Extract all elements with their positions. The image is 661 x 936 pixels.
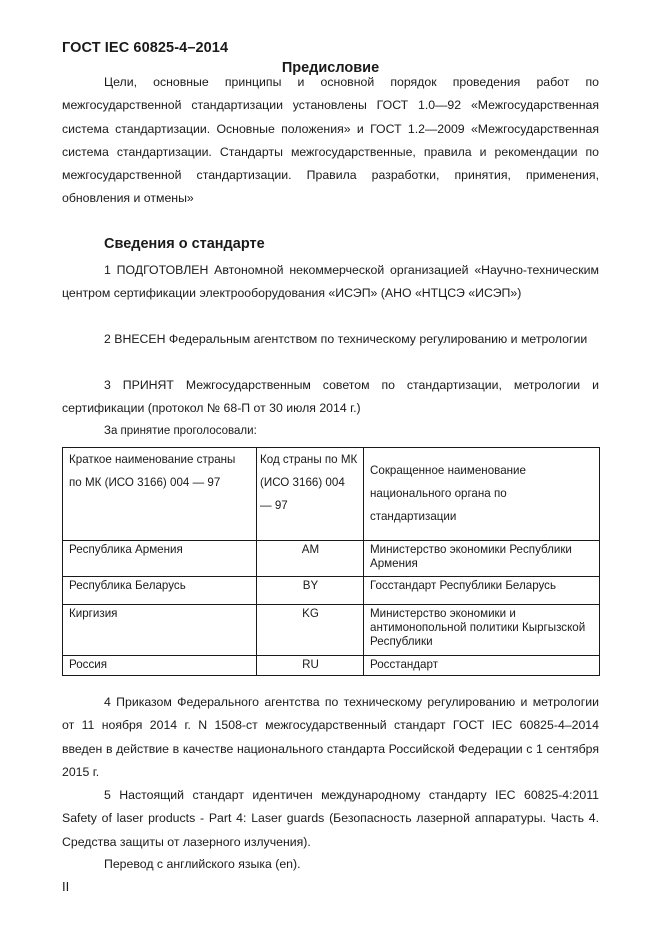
standards-body-cell: Госстандарт Республики Беларусь <box>364 577 600 605</box>
table-row <box>63 577 600 605</box>
info-item-4: 4 Приказом Федерального агентства по техническому регулированию и метрологии от 11 ноября 2014 г. N 1508-ст межгосударственный стандарт ГОСТ IEC 60825-4–2014 введен в действие в качестве национального стандарта Российской Федерации с 1 сентября 2015 г. <box>62 695 599 779</box>
table-row <box>63 605 600 656</box>
info-item-3: 3 ПРИНЯТ Межгосударственным советом по стандартизации, метрологии и сертификации (протокол № 68-П от 30 июля 2014 г.) <box>62 378 599 416</box>
voted-label: За принятие проголосовали: <box>104 425 257 437</box>
country-name-cell: Республика Беларусь <box>63 577 257 605</box>
header-country-name: Краткое наименование страны по МК (ИСО 3166) 004 — 97 <box>63 448 257 541</box>
translation-note: Перевод с английского языка (en). <box>104 857 301 871</box>
table-row <box>63 541 600 577</box>
info-item-1: 1 ПОДГОТОВЛЕН Автономной некоммерческой организацией «Научно-техническим центром сертификации электрооборудования «ИСЭП» (АНО «НТЦСЭ «ИСЭП») <box>62 263 599 301</box>
foreword-title: Предисловие <box>281 60 380 76</box>
country-code-cell: KG <box>257 605 364 656</box>
country-name-cell: Республика Армения <box>63 541 257 577</box>
header-country-code: Код страны по МК (ИСО 3166) 004 — 97 <box>257 448 364 541</box>
table-row <box>63 656 600 676</box>
header-standards-body: Сокращенное наименование национального органа по стандартизации <box>364 448 600 541</box>
standards-body-cell: Министерство экономики и антимонопольной политики Кыргызской Республики <box>364 605 600 656</box>
info-item-2: 2 ВНЕСЕН Федеральным агентством по техническому регулированию и метрологии <box>104 332 588 346</box>
standard-info-title: Сведения о стандарте <box>104 236 265 252</box>
member-states-table <box>62 447 600 676</box>
standards-body-cell: Росстандарт <box>364 656 600 676</box>
standards-body-cell: Министерство экономики Республики Армения <box>364 541 600 577</box>
document-code: ГОСТ IEC 60825-4–2014 <box>62 40 229 56</box>
page-number: II <box>62 879 70 894</box>
country-code-cell: RU <box>257 656 364 676</box>
info-item-5: 5 Настоящий стандарт идентичен международному стандарту IEC 60825-4:2011 Safety of laser products - Part 4: Laser guards (Безопасность лазерной аппаратуры. Часть 4. Средства защиты от лазерного излучения). <box>62 788 600 849</box>
country-code-cell: BY <box>257 577 364 605</box>
country-name-cell: Киргизия <box>63 605 257 656</box>
foreword-text: Цели, основные принципы и основной порядок проведения работ по межгосударственной стандартизации установлены ГОСТ 1.0—92 «Межгосударственная система стандартизации. Основные положения» и ГОСТ 1.2—2009 «Межгосударственная система стандартизации. Стандарты межгосударственные, правила и рекомендации по межгосударственной стандартизации. Правила разработки, принятия, применения, обновления и отмены» <box>62 75 599 206</box>
table-header-row <box>63 448 600 541</box>
country-code-cell: AM <box>257 541 364 577</box>
country-name-cell: Россия <box>63 656 257 676</box>
